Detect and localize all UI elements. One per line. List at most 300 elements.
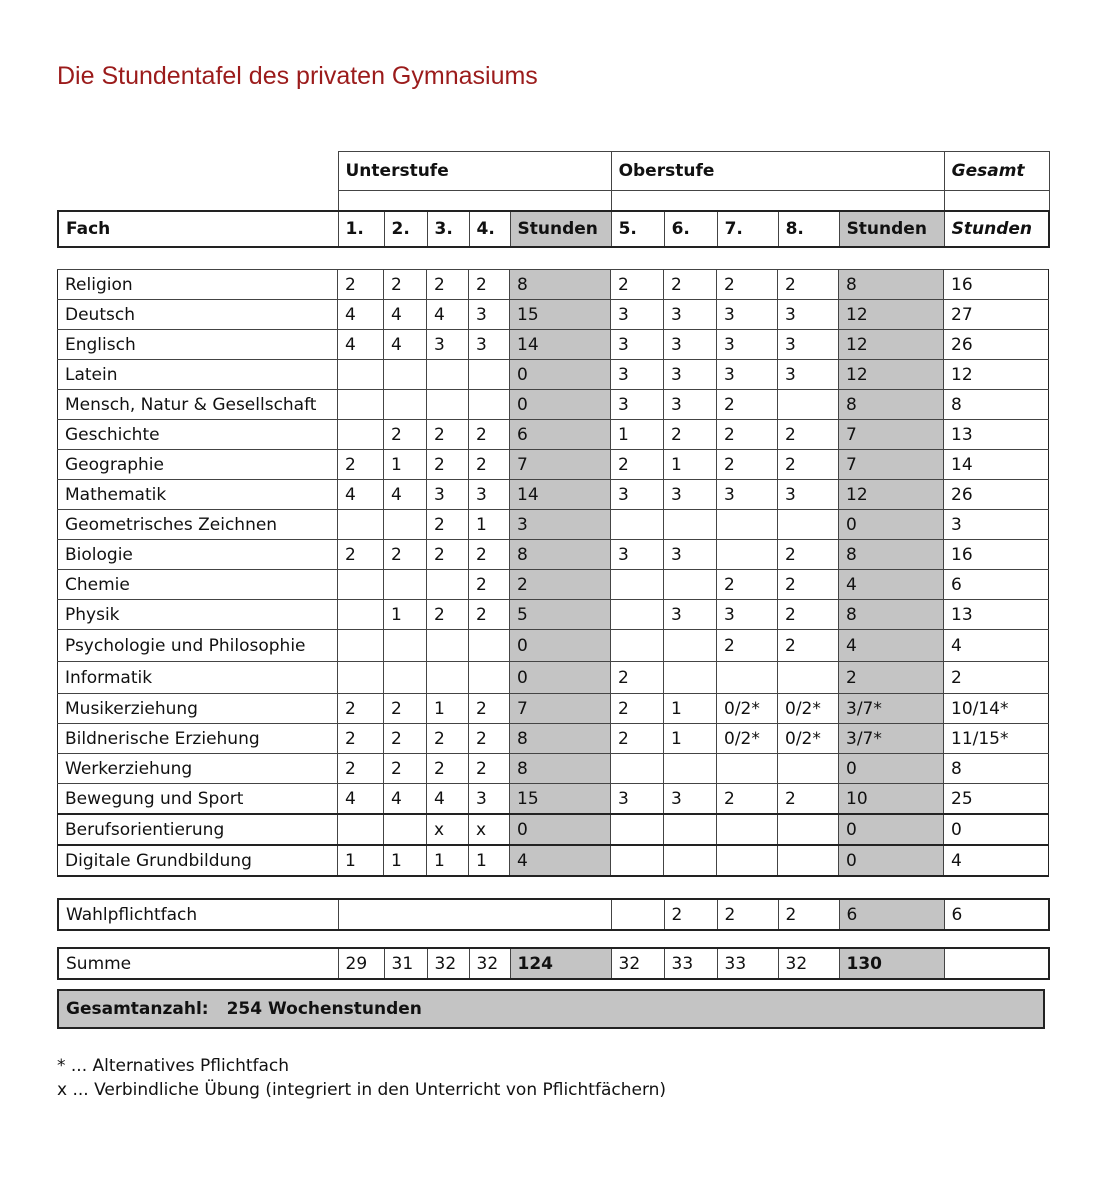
col-3: 3.: [427, 211, 469, 247]
hours-cell: 2: [427, 724, 469, 754]
hours-cell: 4: [384, 330, 427, 360]
summe-cell: 29: [338, 948, 384, 979]
summe-cell: 32: [469, 948, 510, 979]
hours-cell: [778, 662, 839, 694]
wahl-8: 2: [778, 899, 839, 930]
hours-cell: 0/2*: [778, 724, 839, 754]
hours-cell: 2: [469, 570, 510, 600]
hours-cell: 1: [664, 724, 717, 754]
hours-cell: 8: [510, 754, 611, 784]
hours-cell: 3: [944, 510, 1049, 540]
hours-cell: 2: [338, 270, 384, 300]
hours-cell: [778, 845, 839, 876]
hours-cell: 3: [611, 540, 664, 570]
hours-cell: 3: [427, 330, 469, 360]
hours-cell: 6: [944, 570, 1049, 600]
col-5: 5.: [611, 211, 664, 247]
subject-name: Informatik: [58, 662, 338, 694]
subject-name: Geographie: [58, 450, 338, 480]
hours-cell: 0: [510, 814, 611, 845]
hours-cell: 4: [338, 480, 384, 510]
hours-cell: 3: [664, 600, 717, 630]
hours-cell: 8: [944, 754, 1049, 784]
summe-table: [57, 947, 1050, 980]
subject-name: Chemie: [58, 570, 338, 600]
hours-cell: 4: [384, 300, 427, 330]
table-row: [58, 600, 1049, 630]
hours-cell: 8: [510, 540, 611, 570]
hours-cell: 8: [944, 390, 1049, 420]
hours-cell: [338, 390, 384, 420]
header-gesamt: Gesamt: [944, 152, 1049, 191]
hours-cell: 14: [510, 480, 611, 510]
hours-cell: 16: [944, 270, 1049, 300]
hours-cell: 8: [839, 390, 944, 420]
hours-cell: 3/7*: [839, 724, 944, 754]
hours-cell: 2: [839, 662, 944, 694]
hours-cell: 4: [338, 300, 384, 330]
hours-cell: [717, 814, 778, 845]
hours-cell: 2: [717, 570, 778, 600]
hours-cell: 13: [944, 600, 1049, 630]
hours-cell: 0: [510, 390, 611, 420]
hours-cell: 11/15*: [944, 724, 1049, 754]
wahl-5: [611, 899, 664, 930]
hours-cell: 2: [611, 724, 664, 754]
hours-cell: 12: [839, 300, 944, 330]
hours-cell: [469, 360, 510, 390]
subject-name: Geschichte: [58, 420, 338, 450]
wahl-unterstufe: [338, 899, 611, 930]
table-row: [58, 784, 1049, 815]
hours-cell: 3: [664, 480, 717, 510]
hours-cell: 8: [510, 724, 611, 754]
table-row: [58, 390, 1049, 420]
hours-cell: 3: [664, 390, 717, 420]
wahl-gesamt: 6: [944, 899, 1049, 930]
hours-cell: 3: [469, 480, 510, 510]
hours-cell: 1: [338, 845, 384, 876]
hours-cell: 2: [510, 570, 611, 600]
table-row: [58, 724, 1049, 754]
hours-cell: [664, 814, 717, 845]
hours-cell: 8: [839, 540, 944, 570]
hours-cell: [338, 510, 384, 540]
hours-cell: 2: [717, 270, 778, 300]
summe-cell: 32: [427, 948, 469, 979]
hours-cell: 4: [944, 845, 1049, 876]
summe-cell: 32: [611, 948, 664, 979]
hours-cell: 7: [510, 450, 611, 480]
footnote-verbindlich: x ... Verbindliche Übung (integriert in den Unterricht von Pflichtfächern): [57, 1080, 667, 1100]
hours-cell: 2: [469, 270, 510, 300]
table-row: [58, 662, 1049, 694]
header-table: [57, 151, 1050, 248]
hours-cell: 0: [839, 510, 944, 540]
wahl-7: 2: [717, 899, 778, 930]
hours-cell: [664, 510, 717, 540]
col-stunden-gesamt: Stunden: [944, 211, 1049, 247]
hours-cell: 0: [510, 630, 611, 662]
wahl-stunden: 6: [839, 899, 944, 930]
hours-cell: [611, 814, 664, 845]
hours-cell: [469, 630, 510, 662]
hours-cell: x: [427, 814, 469, 845]
table-row: [58, 754, 1049, 784]
hours-cell: 2: [778, 600, 839, 630]
summe-gesamt: [944, 948, 1049, 979]
gesamtanzahl-label: Gesamtanzahl:: [66, 999, 209, 1019]
hours-cell: 0: [944, 814, 1049, 845]
hours-cell: [427, 390, 469, 420]
hours-cell: 2: [611, 694, 664, 724]
table-row: [58, 510, 1049, 540]
hours-cell: [384, 662, 427, 694]
summe-cell: 32: [778, 948, 839, 979]
hours-cell: 2: [778, 630, 839, 662]
hours-cell: 2: [427, 754, 469, 784]
hours-cell: 3: [664, 784, 717, 815]
hours-cell: 3: [469, 784, 510, 815]
hours-cell: [717, 662, 778, 694]
hours-cell: [427, 662, 469, 694]
hours-cell: [338, 630, 384, 662]
column-header-row: [58, 211, 1049, 247]
hours-cell: 26: [944, 330, 1049, 360]
header-unterstufe: Unterstufe: [338, 152, 611, 191]
table-row: [58, 270, 1049, 300]
hours-cell: 2: [611, 662, 664, 694]
hours-cell: 6: [510, 420, 611, 450]
hours-cell: 2: [717, 420, 778, 450]
hours-cell: 3: [469, 330, 510, 360]
hours-cell: 1: [469, 845, 510, 876]
hours-cell: 2: [384, 420, 427, 450]
hours-cell: 3: [611, 330, 664, 360]
hours-cell: 2: [664, 270, 717, 300]
hours-cell: 12: [839, 360, 944, 390]
hours-cell: 4: [338, 330, 384, 360]
hours-cell: 2: [469, 724, 510, 754]
hours-cell: [717, 754, 778, 784]
subject-name: Bildnerische Erziehung: [58, 724, 338, 754]
table-row: [58, 814, 1049, 845]
hours-cell: 3: [427, 480, 469, 510]
hours-cell: 3: [510, 510, 611, 540]
subject-name: Mensch, Natur & Gesellschaft: [58, 390, 338, 420]
hours-cell: x: [469, 814, 510, 845]
hours-cell: 1: [384, 845, 427, 876]
hours-cell: [611, 630, 664, 662]
hours-cell: 0: [510, 662, 611, 694]
hours-cell: 2: [338, 754, 384, 784]
hours-cell: 4: [384, 784, 427, 815]
hours-cell: 2: [778, 420, 839, 450]
table-row: [58, 420, 1049, 450]
hours-cell: 2: [384, 270, 427, 300]
summe-cell: 33: [717, 948, 778, 979]
footnote-alternativ: * ... Alternatives Pflichtfach: [57, 1056, 290, 1076]
hours-cell: [338, 662, 384, 694]
hours-cell: [469, 390, 510, 420]
hours-cell: [664, 754, 717, 784]
hours-cell: 2: [778, 540, 839, 570]
hours-cell: 2: [469, 600, 510, 630]
table-row: [58, 450, 1049, 480]
col-7: 7.: [717, 211, 778, 247]
subject-name: Deutsch: [58, 300, 338, 330]
hours-cell: 3: [778, 480, 839, 510]
subject-name: Geometrisches Zeichnen: [58, 510, 338, 540]
header-spacer: [58, 191, 338, 212]
hours-cell: 3: [778, 330, 839, 360]
table-row: [58, 330, 1049, 360]
hours-cell: 15: [510, 300, 611, 330]
hours-cell: [469, 662, 510, 694]
hours-cell: 1: [664, 450, 717, 480]
hours-cell: 2: [338, 450, 384, 480]
summe-oberstufe: 130: [839, 948, 944, 979]
hours-cell: 0: [510, 360, 611, 390]
hours-cell: [384, 390, 427, 420]
hours-cell: 4: [427, 784, 469, 815]
hours-cell: 0/2*: [717, 694, 778, 724]
hours-cell: [611, 510, 664, 540]
table-row: [58, 845, 1049, 876]
hours-cell: 2: [338, 694, 384, 724]
subject-name: Religion: [58, 270, 338, 300]
hours-cell: [664, 630, 717, 662]
hours-cell: 7: [510, 694, 611, 724]
hours-cell: [611, 845, 664, 876]
header-empty: [944, 191, 1049, 212]
table-row: [58, 540, 1049, 570]
hours-cell: 2: [427, 450, 469, 480]
hours-cell: 3: [717, 300, 778, 330]
hours-cell: [384, 510, 427, 540]
wahl-6: 2: [664, 899, 717, 930]
hours-cell: 15: [510, 784, 611, 815]
header-empty: [338, 191, 611, 212]
hours-cell: 2: [944, 662, 1049, 694]
hours-cell: 26: [944, 480, 1049, 510]
hours-cell: 2: [384, 540, 427, 570]
hours-cell: [611, 600, 664, 630]
hours-cell: 3: [778, 360, 839, 390]
wahl-label: Wahlpflichtfach: [58, 899, 338, 930]
table-row: [58, 899, 1049, 930]
hours-cell: [611, 570, 664, 600]
col-6: 6.: [664, 211, 717, 247]
hours-cell: 25: [944, 784, 1049, 815]
header-oberstufe: Oberstufe: [611, 152, 944, 191]
subject-name: Physik: [58, 600, 338, 630]
subject-name: Latein: [58, 360, 338, 390]
footnotes: [57, 1054, 666, 1102]
hours-cell: 2: [427, 420, 469, 450]
subject-name: Bewegung und Sport: [58, 784, 338, 815]
hours-cell: 4: [384, 480, 427, 510]
hours-cell: 2: [427, 270, 469, 300]
col-stunden-unterstufe: Stunden: [510, 211, 611, 247]
hours-cell: 3: [717, 360, 778, 390]
hours-cell: 2: [717, 450, 778, 480]
hours-cell: [611, 754, 664, 784]
gesamtanzahl-box: [57, 989, 1045, 1029]
hours-cell: [717, 540, 778, 570]
hours-cell: 1: [427, 845, 469, 876]
hours-cell: 3: [611, 480, 664, 510]
hours-cell: [384, 570, 427, 600]
hours-cell: 3: [664, 330, 717, 360]
hours-cell: 3: [717, 330, 778, 360]
hours-cell: 0/2*: [717, 724, 778, 754]
hours-cell: 2: [469, 420, 510, 450]
table-row: [58, 480, 1049, 510]
subject-name: Mathematik: [58, 480, 338, 510]
hours-cell: 8: [839, 600, 944, 630]
hours-cell: [427, 570, 469, 600]
hours-cell: 2: [427, 510, 469, 540]
page-title: Die Stundentafel des privaten Gymnasiums: [57, 62, 538, 90]
hours-cell: 0: [839, 814, 944, 845]
col-4: 4.: [469, 211, 510, 247]
hours-cell: [384, 630, 427, 662]
hours-cell: 7: [839, 450, 944, 480]
hours-cell: [664, 662, 717, 694]
hours-cell: 14: [944, 450, 1049, 480]
hours-cell: 2: [427, 600, 469, 630]
hours-cell: 2: [717, 784, 778, 815]
hours-cell: 3/7*: [839, 694, 944, 724]
hours-cell: [338, 420, 384, 450]
hours-cell: [778, 814, 839, 845]
subject-name: Berufsorientierung: [58, 814, 338, 845]
hours-cell: 2: [469, 754, 510, 784]
hours-cell: 1: [469, 510, 510, 540]
hours-cell: 2: [611, 270, 664, 300]
subject-name: Biologie: [58, 540, 338, 570]
hours-cell: 2: [778, 570, 839, 600]
hours-cell: [338, 570, 384, 600]
hours-cell: 2: [384, 724, 427, 754]
hours-cell: 3: [611, 300, 664, 330]
hours-cell: 14: [510, 330, 611, 360]
hours-cell: 8: [510, 270, 611, 300]
hours-cell: 13: [944, 420, 1049, 450]
hours-cell: [717, 845, 778, 876]
hours-cell: 2: [469, 694, 510, 724]
subject-name: Englisch: [58, 330, 338, 360]
hours-cell: 1: [611, 420, 664, 450]
hours-cell: 2: [427, 540, 469, 570]
hours-cell: [427, 360, 469, 390]
subject-name: Psychologie und Philosophie: [58, 630, 338, 662]
hours-cell: 2: [338, 540, 384, 570]
hours-cell: 3: [664, 300, 717, 330]
hours-cell: 4: [427, 300, 469, 330]
hours-cell: 3: [717, 600, 778, 630]
col-fach: Fach: [58, 211, 338, 247]
hours-cell: 2: [338, 724, 384, 754]
hours-cell: 2: [778, 270, 839, 300]
hours-cell: 1: [384, 450, 427, 480]
hours-cell: [664, 570, 717, 600]
header-empty: [611, 191, 944, 212]
col-2: 2.: [384, 211, 427, 247]
summe-cell: 33: [664, 948, 717, 979]
hours-cell: [778, 390, 839, 420]
hours-cell: 3: [611, 390, 664, 420]
hours-cell: 1: [427, 694, 469, 724]
hours-cell: 5: [510, 600, 611, 630]
hours-cell: [778, 510, 839, 540]
hours-cell: [338, 600, 384, 630]
hours-cell: 10: [839, 784, 944, 815]
hours-cell: 2: [664, 420, 717, 450]
col-8: 8.: [778, 211, 839, 247]
wahlpflicht-table: [57, 898, 1050, 931]
hours-cell: [338, 814, 384, 845]
col-stunden-oberstufe: Stunden: [839, 211, 944, 247]
hours-cell: 7: [839, 420, 944, 450]
hours-cell: 4: [338, 784, 384, 815]
summe-unterstufe: 124: [510, 948, 611, 979]
table-row: [58, 694, 1049, 724]
hours-cell: [384, 360, 427, 390]
hours-cell: 0: [839, 754, 944, 784]
hours-cell: 4: [839, 630, 944, 662]
hours-cell: 4: [510, 845, 611, 876]
hours-cell: 27: [944, 300, 1049, 330]
table-row: [58, 948, 1049, 979]
subject-name: Werkerziehung: [58, 754, 338, 784]
hours-cell: [664, 845, 717, 876]
hours-cell: 3: [664, 360, 717, 390]
gesamtanzahl-value: 254 Wochenstunden: [226, 999, 422, 1019]
hours-cell: [778, 754, 839, 784]
hours-cell: 3: [717, 480, 778, 510]
hours-cell: [717, 510, 778, 540]
hours-cell: 3: [664, 540, 717, 570]
header-spacer: [58, 152, 338, 191]
hours-cell: 0: [839, 845, 944, 876]
hours-cell: 2: [611, 450, 664, 480]
table-row: [58, 300, 1049, 330]
table-row: [58, 630, 1049, 662]
hours-cell: 16: [944, 540, 1049, 570]
hours-cell: 10/14*: [944, 694, 1049, 724]
hours-cell: 4: [944, 630, 1049, 662]
hours-cell: 2: [778, 784, 839, 815]
hours-cell: 3: [611, 360, 664, 390]
hours-cell: 2: [469, 540, 510, 570]
hours-cell: 12: [839, 480, 944, 510]
hours-cell: [427, 630, 469, 662]
subjects-table: [57, 269, 1049, 877]
summe-label: Summe: [58, 948, 338, 979]
hours-cell: [338, 360, 384, 390]
hours-cell: 3: [611, 784, 664, 815]
hours-cell: 12: [839, 330, 944, 360]
subject-name: Digitale Grundbildung: [58, 845, 338, 876]
hours-cell: 3: [469, 300, 510, 330]
hours-cell: 2: [469, 450, 510, 480]
hours-cell: 2: [717, 390, 778, 420]
hours-cell: 2: [778, 450, 839, 480]
hours-cell: 4: [839, 570, 944, 600]
hours-cell: 8: [839, 270, 944, 300]
